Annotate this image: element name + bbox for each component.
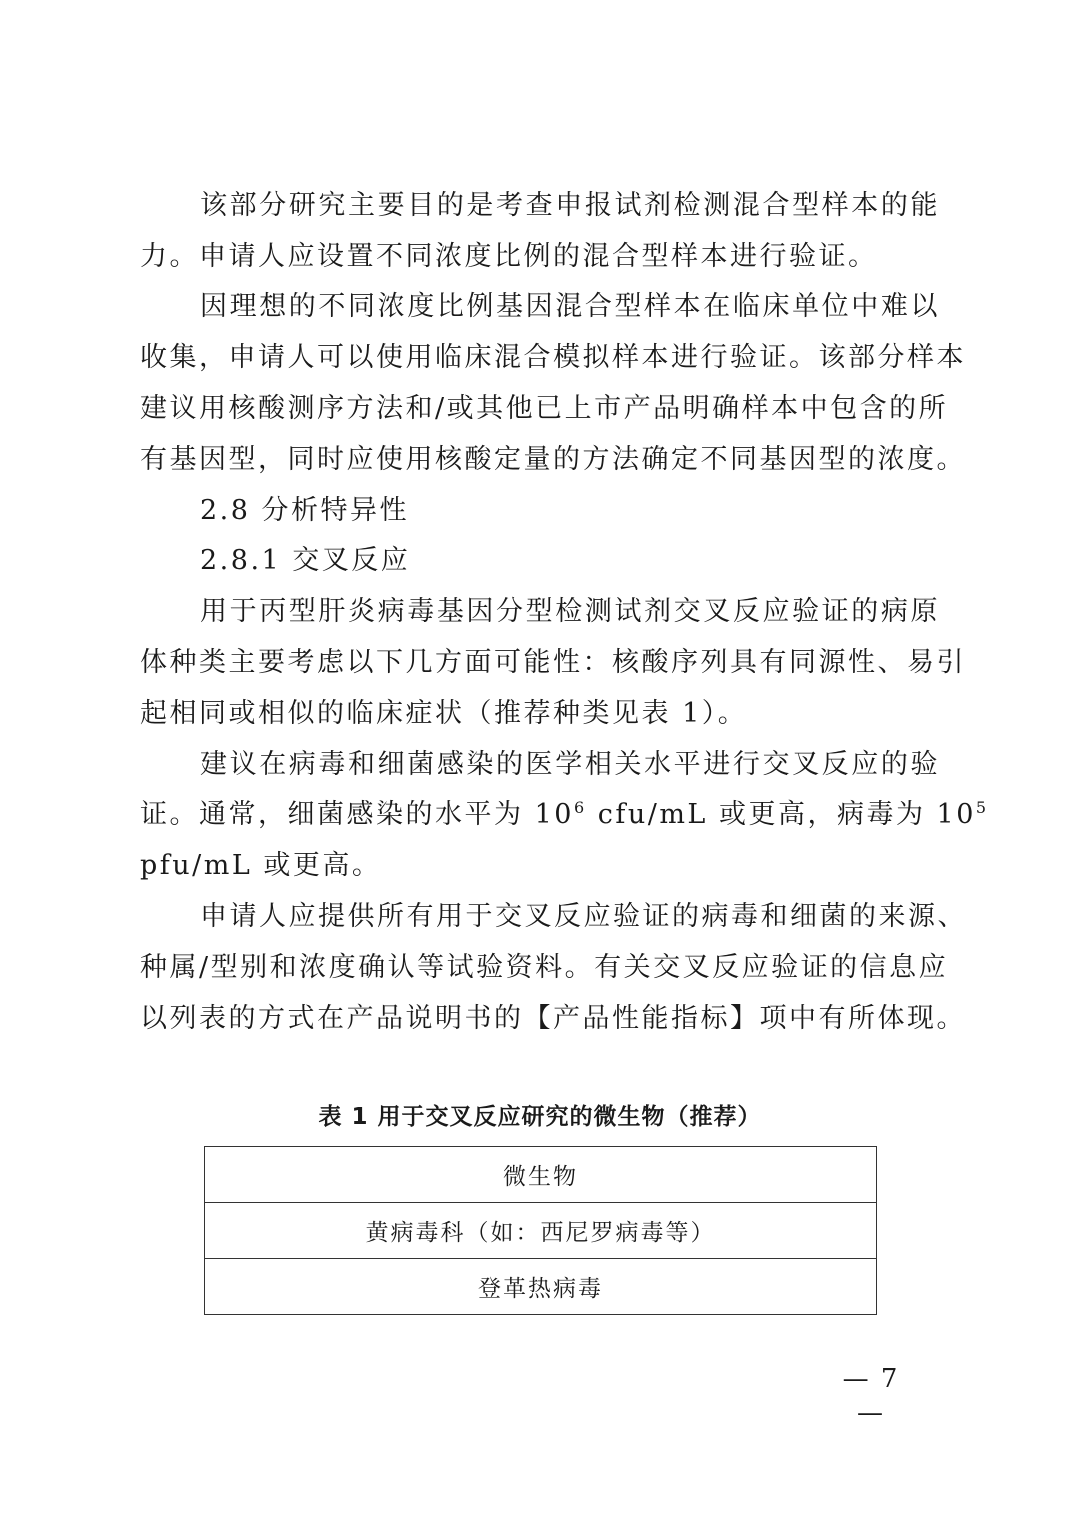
text-segment: 证。通常，细菌感染的水平为 10 bbox=[140, 799, 574, 830]
paragraph-line: 种属/型别和浓度确认等试验资料。有关交叉反应验证的信息应 bbox=[140, 952, 949, 983]
paragraph-line: 收集，申请人可以使用临床混合模拟样本进行验证。该部分样本 bbox=[140, 342, 966, 373]
superscript-exponent: 5 bbox=[975, 798, 989, 817]
table-row bbox=[205, 1259, 877, 1315]
paragraph-line: 该部分研究主要目的是考查申报试剂检测混合型样本的能 bbox=[200, 190, 940, 221]
paragraph-line: 力。申请人应设置不同浓度比例的混合型样本进行验证。 bbox=[140, 241, 878, 272]
paragraph-line: 申请人应提供所有用于交叉反应验证的病毒和细菌的来源、 bbox=[200, 901, 967, 932]
table-row bbox=[205, 1203, 877, 1259]
paragraph-line: 因理想的不同浓度比例基因混合型样本在临床单位中难以 bbox=[200, 291, 940, 322]
paragraph-line: 建议用核酸测序方法和/或其他已上市产品明确样本中包含的所 bbox=[140, 393, 949, 424]
table-header-row bbox=[205, 1147, 877, 1203]
paragraph-line: 起相同或相似的临床症状（推荐种类见表 1）。 bbox=[140, 698, 748, 729]
table-caption: 表 1 用于交叉反应研究的微生物（推荐） bbox=[318, 1104, 762, 1130]
table-cell: 黄病毒科（如：西尼罗病毒等） bbox=[205, 1203, 877, 1259]
text-segment: cfu/mL 或更高，病毒为 10 bbox=[586, 799, 976, 830]
superscript-exponent: 6 bbox=[573, 798, 587, 817]
table-header-cell: 微生物 bbox=[205, 1147, 877, 1203]
page-number: — 7 — bbox=[842, 1364, 900, 1428]
paragraph-line: pfu/mL 或更高。 bbox=[140, 850, 382, 881]
paragraph-line: 以列表的方式在产品说明书的【产品性能指标】项中有所体现。 bbox=[140, 1003, 966, 1034]
section-heading-2-8-1: 2.8.1 交叉反应 bbox=[200, 545, 411, 576]
paragraph-line: 体种类主要考虑以下几方面可能性：核酸序列具有同源性、易引 bbox=[140, 647, 966, 678]
paragraph-line: 用于丙型肝炎病毒基因分型检测试剂交叉反应验证的病原 bbox=[200, 596, 940, 627]
paragraph-line-with-superscripts bbox=[140, 798, 989, 832]
microorganism-table bbox=[204, 1146, 877, 1315]
paragraph-line: 有基因型，同时应使用核酸定量的方法确定不同基因型的浓度。 bbox=[140, 444, 966, 475]
paragraph-line: 建议在病毒和细菌感染的医学相关水平进行交叉反应的验 bbox=[200, 749, 940, 780]
table-cell: 登革热病毒 bbox=[205, 1259, 877, 1315]
section-heading-2-8: 2.8 分析特异性 bbox=[200, 495, 410, 526]
